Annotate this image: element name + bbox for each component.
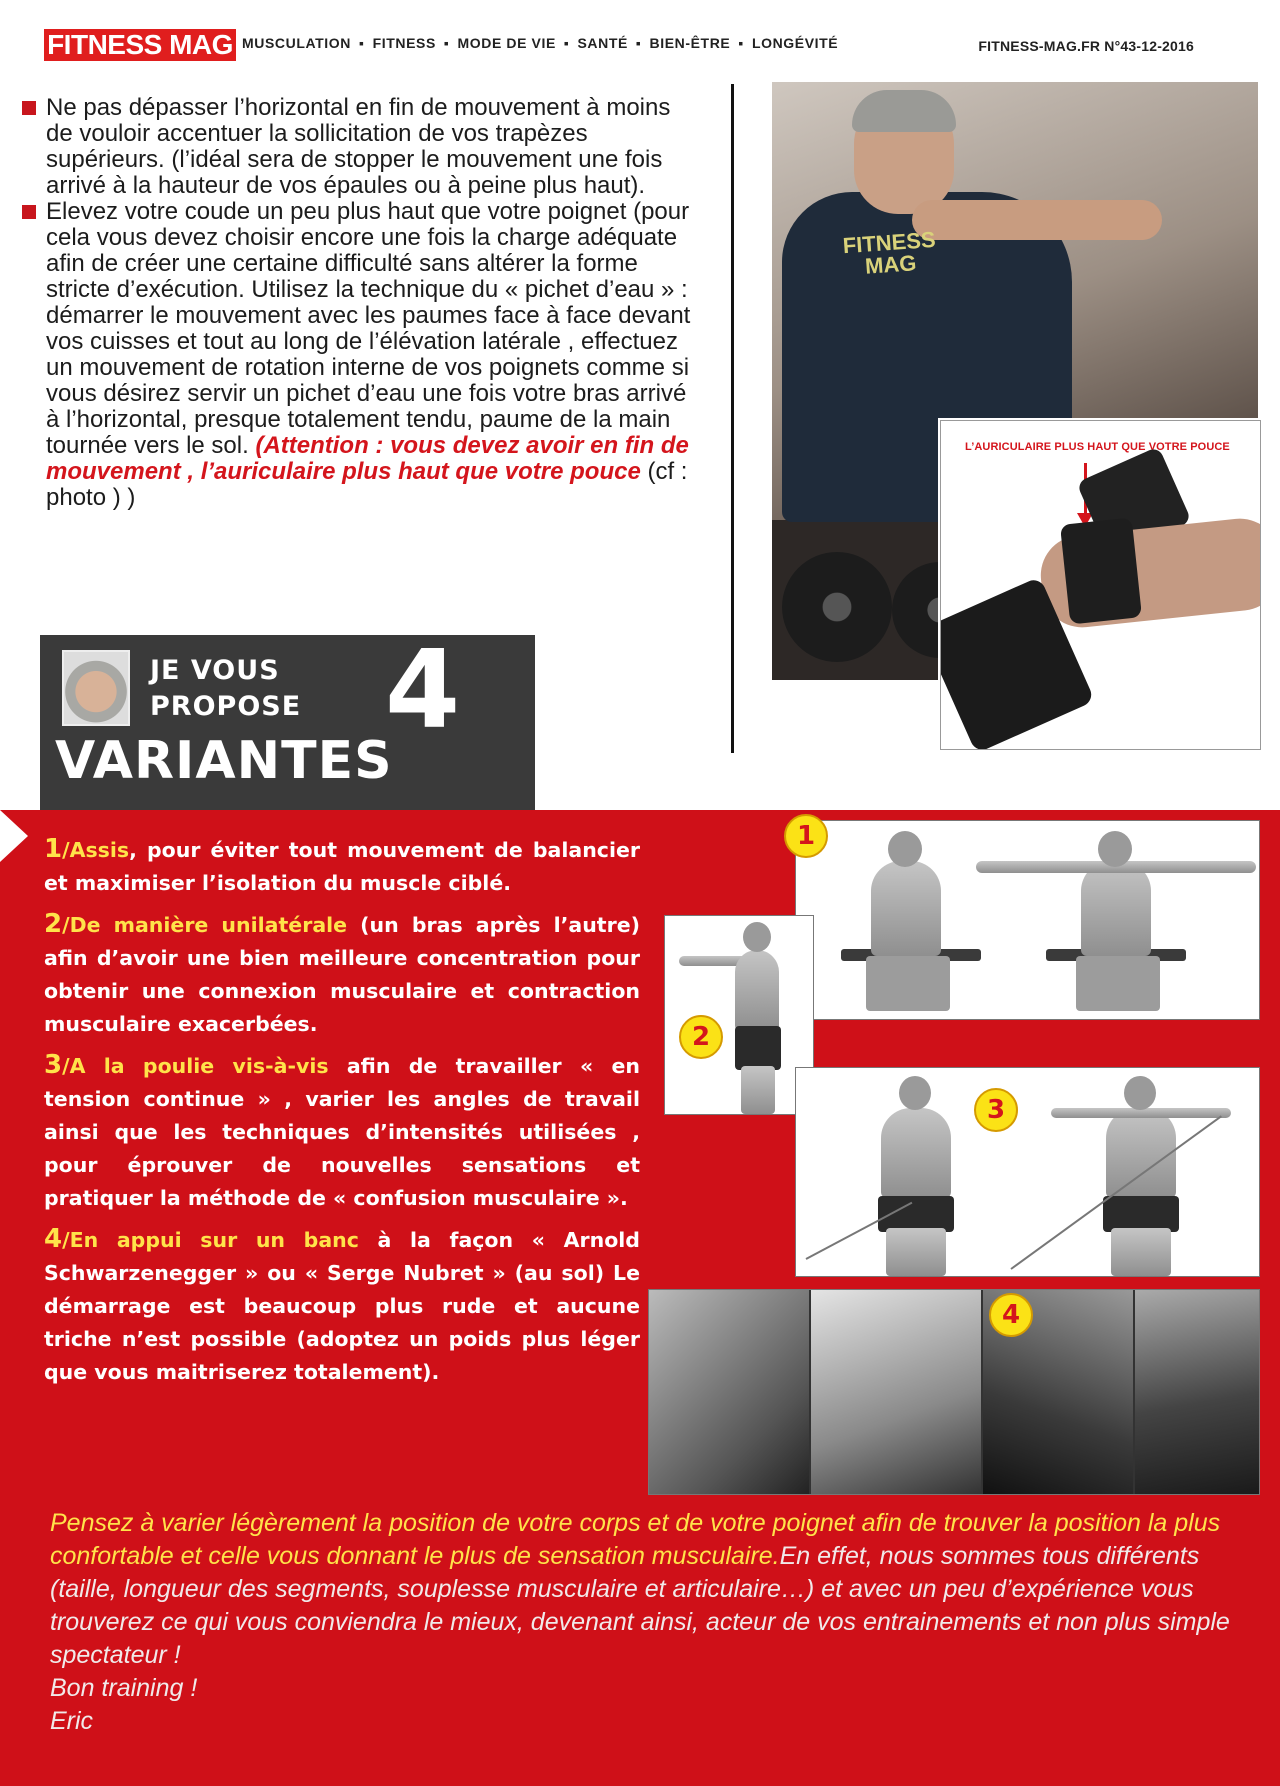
athlete-shorts <box>735 1026 781 1070</box>
photo-panel-4 <box>1135 1290 1260 1494</box>
nav-separator: ▪ <box>443 35 450 51</box>
variants-list <box>44 833 640 1389</box>
variant-number: 1 <box>44 834 63 864</box>
athlete-figure <box>1106 1108 1176 1198</box>
notch-arrow-icon <box>0 810 28 862</box>
variant-separator: / <box>62 913 70 937</box>
nav-separator: ▪ <box>738 35 744 51</box>
athlete-legs <box>1076 956 1160 1011</box>
variant-text: à la façon « Arnold Schwarzenegger » ou « Serge Nubret » (au sol) Le démarrage est beaucoup plus rude et aucune triche n’est possible (adoptez un poids plus léger que vous maitriserez totalement). <box>44 1228 640 1384</box>
nav-item-fitness[interactable]: FITNESS <box>372 35 436 51</box>
figure-badge-2: 2 <box>679 1015 723 1059</box>
figure-badge-4: 4 <box>989 1293 1033 1337</box>
variant-separator: / <box>62 838 70 862</box>
variant-number: 2 <box>44 909 63 939</box>
weight-plate <box>782 552 892 662</box>
variant-separator: / <box>62 1054 70 1078</box>
athlete-head <box>743 922 771 952</box>
athlete-legs <box>741 1066 775 1114</box>
variant-highlight: En appui sur un banc <box>69 1228 359 1252</box>
closing-highlight: Pensez à varier légèrement la position de votre corps et de votre poignet afin de trouver la position la plus confortable et celle vous donnant le plus de sensation musculaire. <box>50 1509 1221 1570</box>
bullet-square-icon <box>22 205 36 219</box>
athlete-figure <box>871 861 941 956</box>
figure-cable-raise <box>795 1067 1260 1277</box>
athlete-head <box>888 831 922 867</box>
trainer-arms <box>912 200 1162 240</box>
variant-text: (un bras après l’autre) afin d’avoir une bien meilleure concentration pour obtenir une connexion musculaire et contraction musculaire exacerbées. <box>44 913 640 1036</box>
intro-line-1: JE VOUS <box>150 655 280 686</box>
wrist-detail-photo <box>940 420 1261 750</box>
tip-text: Ne pas dépasser l’horizontal en fin de mouvement à moins de vouloir accentuer la sollicitation de vos trapèzes supérieurs. (l’idéal sera de stopper le mouvement une fois arrivé à la hauteur de vos épaules ou à peine plus haut). <box>46 94 671 199</box>
athlete-head <box>899 1076 931 1110</box>
trainer-hair <box>852 90 956 132</box>
athlete-head <box>1124 1076 1156 1110</box>
section-nav <box>242 35 838 51</box>
nav-separator: ▪ <box>359 35 365 51</box>
nav-item-mode-de-vie[interactable]: MODE DE VIE <box>457 35 556 51</box>
athlete-legs <box>886 1228 946 1276</box>
inset-caption: L’AURICULAIRE PLUS HAUT QUE VOTRE POUCE <box>965 441 1230 453</box>
variantes-title-box <box>40 628 535 810</box>
closing-body <box>50 1507 1240 1672</box>
tip-item <box>22 95 702 199</box>
variantes-count: 4 <box>385 628 461 753</box>
variantes-title: VARIANTES <box>55 731 393 791</box>
athlete-figure <box>735 950 779 1030</box>
figure-badge-1: 1 <box>784 814 828 858</box>
variant-separator: / <box>62 1228 70 1252</box>
nav-item-longevite[interactable]: LONGÉVITÉ <box>751 35 839 51</box>
author-name: Eric <box>50 1707 94 1735</box>
tip-item <box>22 199 702 511</box>
variant-item <box>44 1223 640 1389</box>
athlete-legs <box>1111 1228 1171 1276</box>
bullet-square-icon <box>22 101 36 115</box>
variant-item <box>44 908 640 1041</box>
issue-number: FITNESS-MAG.FR N°43-12-2016 <box>978 38 1194 54</box>
closing-text: En effet, nous sommes tous différents (taille, longueur des segments, souplesse musculaire et articulaire…) et avec un peu d’expérience vous trouverez ce qui vous conviendra le mieux, devenant ainsi, acteur de vos entrainements et non plus simple spectateur ! <box>50 1542 1230 1669</box>
tip-emphasis: (Attention : vous devez avoir en fin de mouvement , l’auriculaire plus haut que votre pouce <box>46 432 689 485</box>
signoff: Bon training ! <box>50 1674 198 1702</box>
figure-badge-3: 3 <box>974 1088 1018 1132</box>
intro-line-2: PROPOSE <box>150 691 302 722</box>
athlete-figure <box>1081 861 1151 956</box>
nav-separator: ▪ <box>563 35 570 51</box>
photo-panel-2 <box>811 1290 981 1494</box>
nav-separator: ▪ <box>635 35 642 51</box>
athlete-shorts <box>1103 1196 1179 1232</box>
variant-text: , pour éviter tout mouvement de balancier et maximiser l’isolation du muscle ciblé. <box>44 838 640 895</box>
tips-list <box>22 95 702 511</box>
closing-paragraph <box>50 1507 1240 1738</box>
tip-text: Elevez votre coude un peu plus haut que votre poignet (pour cela vous devez choisir encore une fois la charge adéquate afin de créer une certaine difficulté sans altérer la forme stricte d’exécution. Utilisez la technique du « pichet d’eau » : démarrer le mouvement avec les paumes face à face devant vos cuisses et tout au long de l’élévation latérale , effectuez un mouvement de rotation interne de vos poignets comme si vous désirez servir un pichet d’eau une fois votre bras arrivé à l’horizontal, presque totalement tendu, paume de la main tournée vers le sol. <box>46 198 691 459</box>
figure-seated-raise <box>795 820 1260 1020</box>
author-avatar <box>62 650 130 726</box>
variant-item <box>44 833 640 900</box>
athlete-figure <box>881 1108 951 1198</box>
nav-item-musculation[interactable]: MUSCULATION <box>242 35 351 51</box>
nav-item-bien-etre[interactable]: BIEN-ÊTRE <box>649 35 731 51</box>
photo-panel-1 <box>649 1290 809 1494</box>
variant-highlight: Assis <box>69 838 130 862</box>
shirt-print: FITNESS MAG <box>841 226 937 279</box>
figure-unilateral-raise <box>664 915 814 1115</box>
column-divider <box>731 84 734 753</box>
tip-paragraph <box>46 199 702 511</box>
nav-item-sante[interactable]: SANTÉ <box>577 35 628 51</box>
tip-tail: (cf : photo ) ) <box>46 458 688 511</box>
variant-highlight: A la poulie vis-à-vis <box>69 1054 329 1078</box>
variant-text: afin de travailler « en tension continue » , varier les angles de travail ainsi que les techniques d’intensités utilisées , pour éprouver de nouvelles sensations et pratiquer la méthode de « confusion musculaire ». <box>44 1054 640 1210</box>
variantes-intro <box>150 653 301 725</box>
brand-logo[interactable]: FITNESS MAG <box>44 29 236 61</box>
variant-highlight: De manière unilatérale <box>69 913 348 937</box>
variant-number: 4 <box>44 1224 63 1254</box>
athlete-head <box>1098 831 1132 867</box>
wrist-band <box>1060 518 1142 625</box>
variant-item <box>44 1049 640 1215</box>
figure-bench-lean <box>648 1289 1260 1495</box>
athlete-legs <box>866 956 950 1011</box>
variant-number: 3 <box>44 1050 63 1080</box>
